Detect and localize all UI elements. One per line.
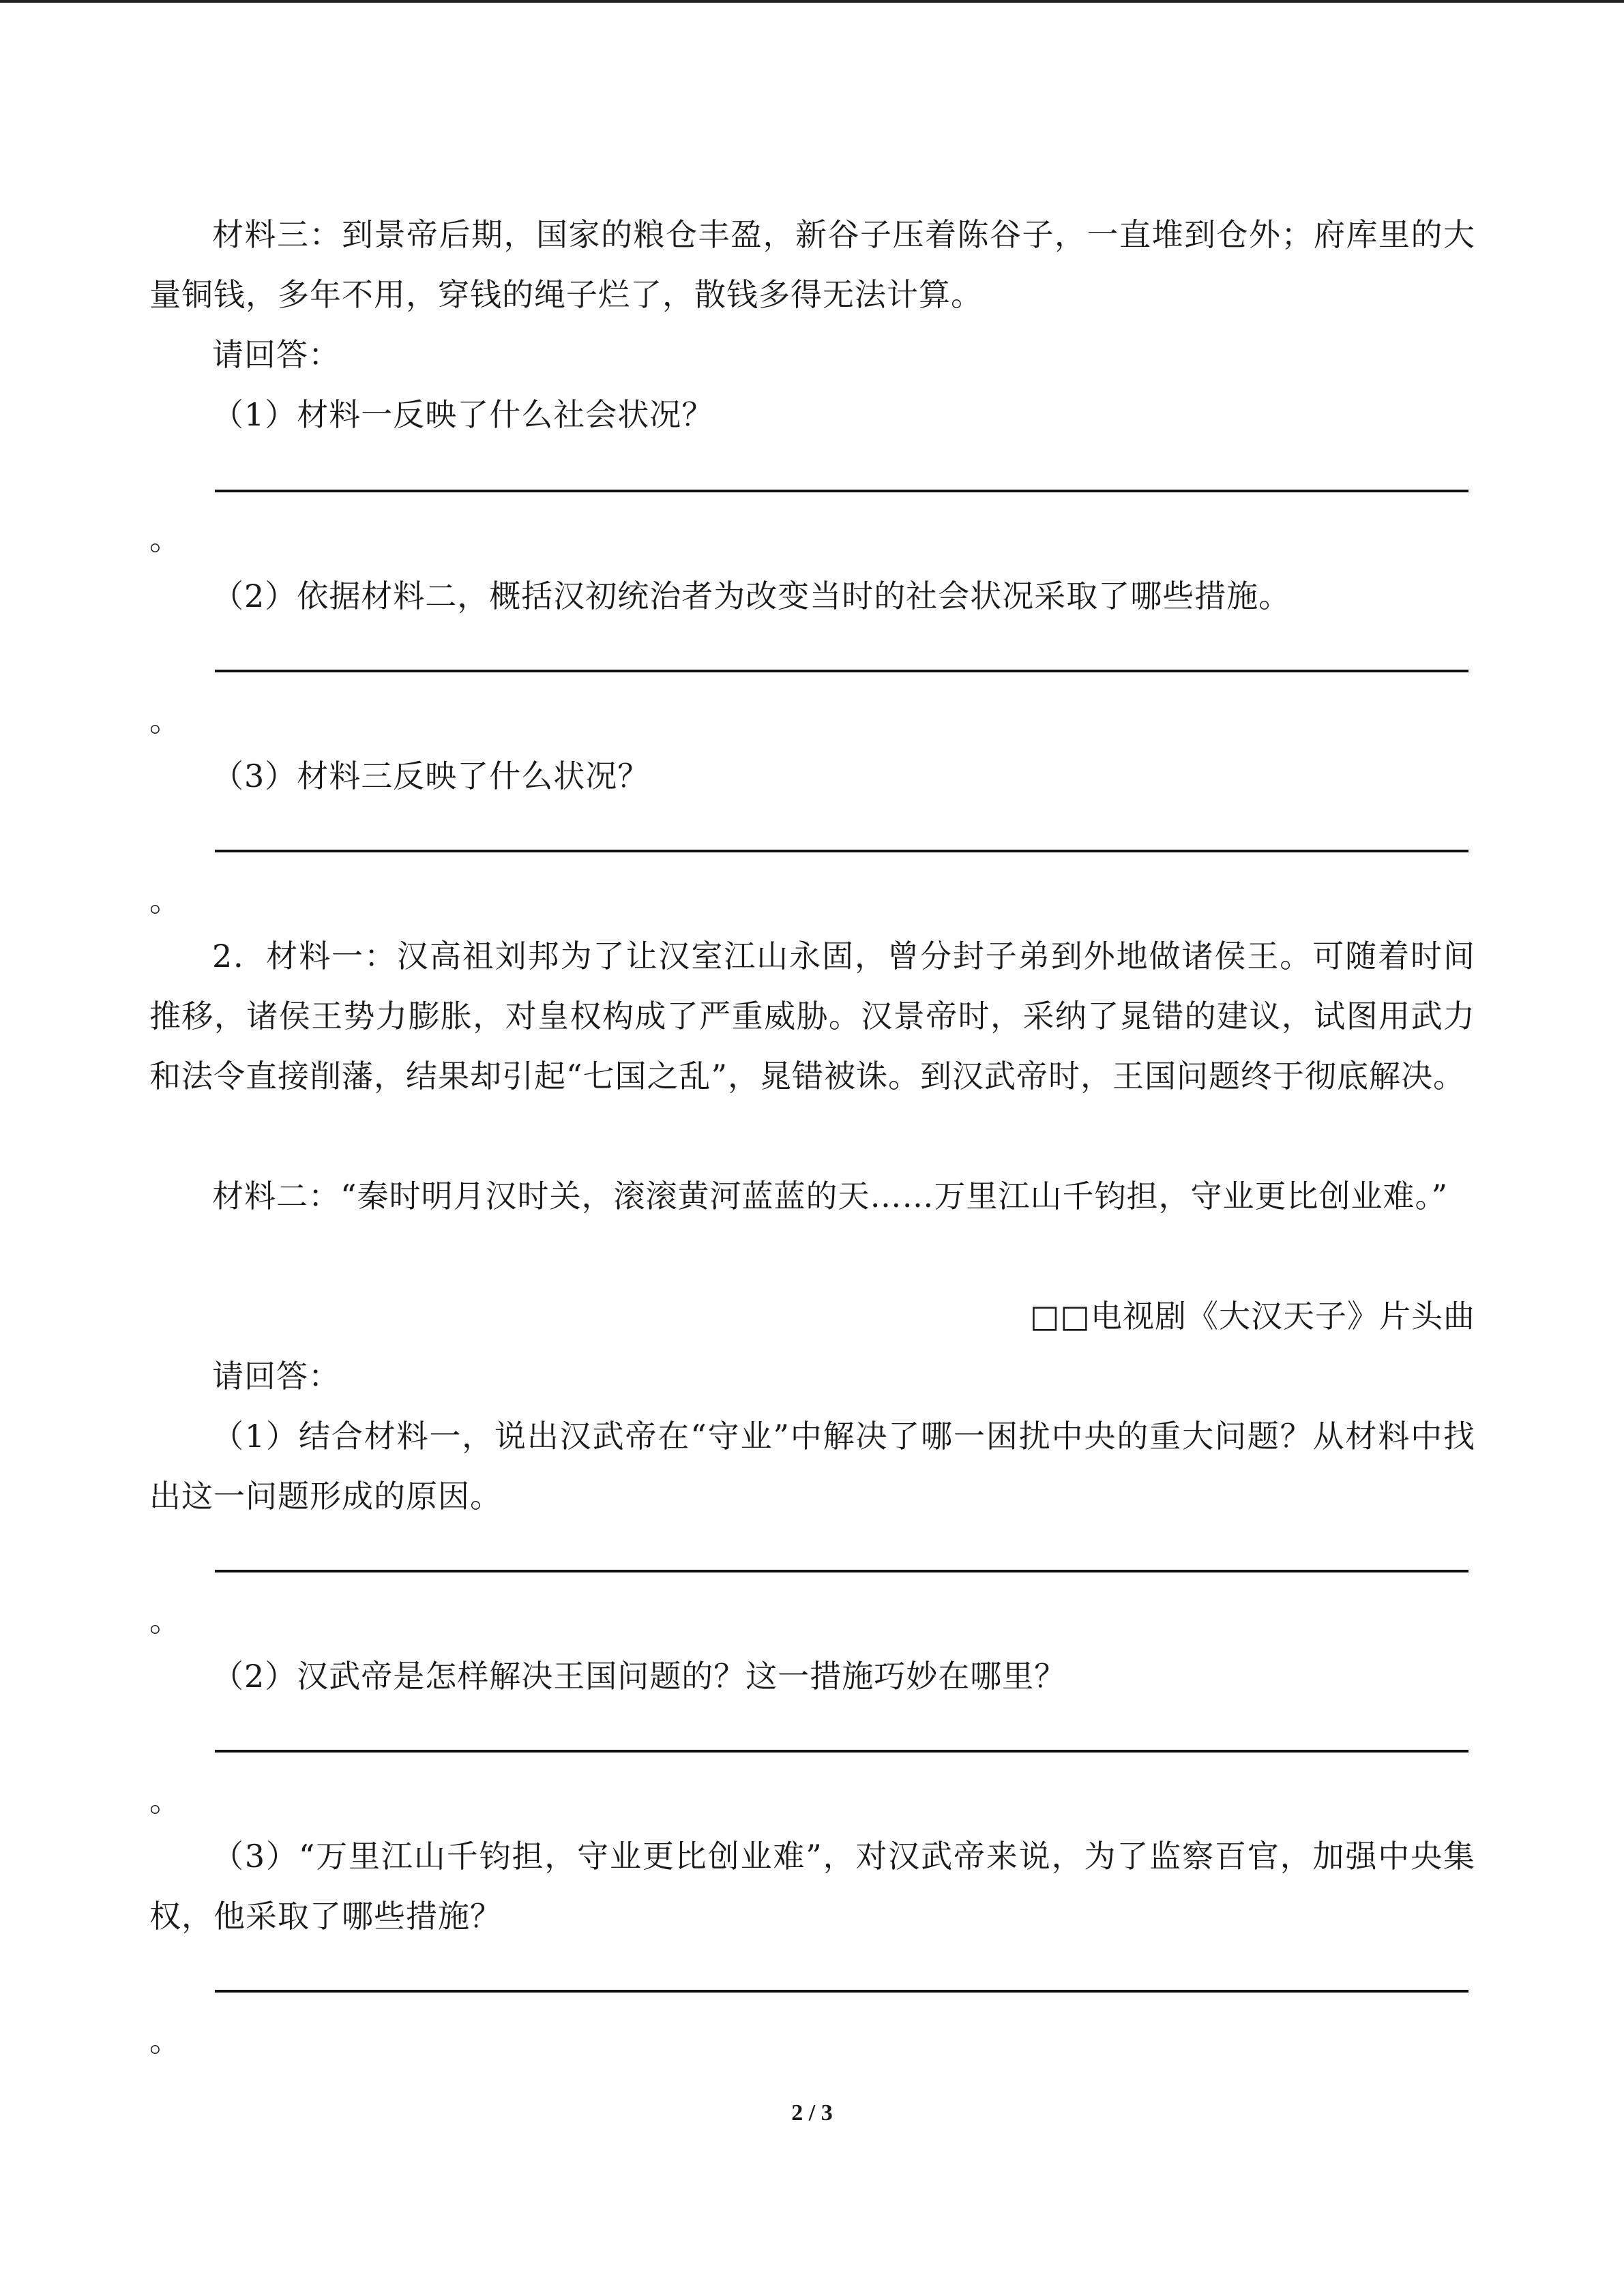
answer-period: 。 xyxy=(149,1782,181,1819)
answer-line-1-2[interactable] xyxy=(215,670,1468,672)
page-number: 2 / 3 xyxy=(791,2100,833,2126)
document-page xyxy=(149,0,1475,2296)
answer-period: 。 xyxy=(149,1602,181,1639)
answer-line-2-2[interactable] xyxy=(215,1750,1468,1753)
answer-prompt: 请回答： xyxy=(212,1358,340,1395)
q2-material-two-paragraph: 材料二：“秦时明月汉时关，滚滚黄河蓝蓝的天……万里江山千钧担，守业更比创业难。” xyxy=(212,1178,1449,1214)
answer-period: 。 xyxy=(149,702,181,739)
material-three-paragraph: 材料三：到景帝后期，国家的粮仓丰盈，新谷子压着陈谷子，一直堆到仓外；府库里的大量铜钱，多年不用，穿钱的绳子烂了，散钱多得无法计算。 xyxy=(149,216,1475,313)
answer-line-1-1[interactable] xyxy=(215,490,1468,492)
answer-period: 。 xyxy=(149,882,181,919)
answer-line-1-3[interactable] xyxy=(215,850,1468,852)
question-1-3: （3）材料三反映了什么状况？ xyxy=(212,758,650,794)
answer-line-2-1[interactable] xyxy=(215,1570,1468,1572)
q2-material-one-paragraph: 2．材料一：汉高祖刘邦为了让汉室江山永固，曾分封子弟到外地做诸侯王。可随着时间推移，诸侯王势力膨胀，对皇权构成了严重威胁。汉景帝时，采纳了晁错的建议，试图用武力和法令直接削藩，结果却引起“七国之乱”，晁错被诛。到汉武帝时，王国问题终于彻底解决。 xyxy=(149,938,1475,1094)
question-2-3: （3）“万里江山千钧担，守业更比创业难”，对汉武帝来说，为了监察百官，加强中央集权，他采取了哪些措施？ xyxy=(149,1838,1475,1935)
question-2-2: （2）汉武帝是怎样解决王国问题的？这一措施巧妙在哪里？ xyxy=(212,1658,1067,1695)
question-1-1: （1）材料一反映了什么社会状况？ xyxy=(212,396,714,433)
answer-period: 。 xyxy=(149,520,181,557)
answer-period: 。 xyxy=(149,2022,181,2059)
material-source-citation: □□电视剧《大汉天子》片头曲 xyxy=(1030,1298,1475,1335)
answer-prompt: 请回答： xyxy=(212,336,340,373)
question-1-2: （2）依据材料二，概括汉初统治者为改变当时的社会状况采取了哪些措施。 xyxy=(212,578,1291,614)
question-2-1: （1）结合材料一，说出汉武帝在“守业”中解决了哪一困扰中央的重大问题？从材料中找出这一问题形成的原因。 xyxy=(149,1418,1475,1515)
answer-line-2-3[interactable] xyxy=(215,1990,1468,1993)
